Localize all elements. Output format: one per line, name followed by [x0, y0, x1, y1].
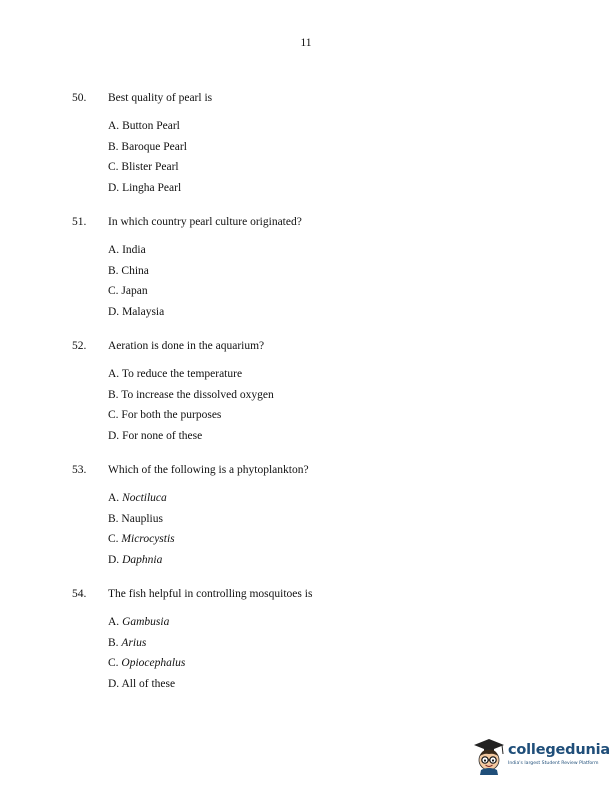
- question-51: [72, 214, 552, 318]
- option-b: [108, 387, 274, 408]
- option-text: All of these: [121, 677, 176, 690]
- option-a: [108, 366, 274, 387]
- option-c: [108, 655, 185, 676]
- option-b: [108, 263, 164, 284]
- option-a: [108, 490, 175, 511]
- option-a: [108, 614, 185, 635]
- option-b: [108, 139, 187, 160]
- option-d: [108, 180, 187, 201]
- option-text: Malaysia: [122, 305, 165, 318]
- option-letter: A.: [108, 368, 120, 380]
- option-text: Arius: [121, 636, 147, 649]
- question-header: [72, 586, 552, 602]
- option-letter: D.: [108, 181, 120, 194]
- option-text: Blister Pearl: [121, 161, 179, 174]
- page-number: 11: [300, 37, 312, 49]
- option-b: [108, 511, 175, 532]
- option-letter: A.: [108, 244, 120, 256]
- option-text: Japan: [121, 285, 148, 298]
- option-text: China: [121, 264, 149, 277]
- option-a: [108, 118, 187, 139]
- option-letter: D.: [108, 677, 120, 690]
- option-c: [108, 407, 274, 428]
- option-letter: A.: [108, 492, 120, 504]
- question-number: 51.: [72, 216, 87, 228]
- logo-tagline: India's largest Student Review Platform: [508, 761, 599, 766]
- option-text: Nauplius: [121, 512, 163, 525]
- question-53: [72, 462, 552, 566]
- option-c: [108, 283, 164, 304]
- question-52: [72, 338, 552, 442]
- option-a: [108, 242, 164, 263]
- option-letter: C.: [108, 657, 119, 670]
- question-header: [72, 90, 552, 106]
- option-letter: D.: [108, 429, 120, 442]
- option-text: For none of these: [122, 429, 203, 442]
- mascot-icon: [472, 735, 508, 777]
- option-letter: C.: [108, 161, 119, 174]
- option-letter: B.: [108, 636, 119, 649]
- option-text: Button Pearl: [122, 120, 180, 132]
- option-letter: B.: [108, 388, 119, 401]
- option-text: Noctiluca: [122, 492, 167, 504]
- question-header: [72, 214, 552, 230]
- option-d: [108, 552, 175, 573]
- question-number: 54.: [72, 588, 87, 600]
- option-d: [108, 304, 164, 325]
- option-text: Lingha Pearl: [122, 181, 182, 194]
- question-50: [72, 90, 552, 194]
- option-text: Gambusia: [122, 616, 170, 628]
- option-d: [108, 428, 274, 449]
- option-text: To reduce the temperature: [121, 368, 243, 380]
- question-number: 53.: [72, 464, 87, 476]
- option-letter: A.: [108, 120, 120, 132]
- question-header: [72, 338, 552, 354]
- option-letter: B.: [108, 264, 119, 277]
- option-text: Daphnia: [122, 553, 163, 566]
- question-text: Which of the following is a phytoplankton?: [108, 464, 309, 476]
- option-text: Baroque Pearl: [121, 140, 187, 153]
- option-list: [108, 490, 175, 572]
- option-letter: D.: [108, 553, 120, 566]
- question-number: 50.: [72, 92, 87, 104]
- option-letter: B.: [108, 512, 119, 525]
- question-text: The fish helpful in controlling mosquitoes is: [108, 588, 313, 600]
- option-letter: C.: [108, 533, 119, 546]
- option-text: For both the purposes: [121, 409, 222, 422]
- option-letter: B.: [108, 140, 119, 153]
- question-54: [72, 586, 552, 690]
- option-text: Microcystis: [121, 533, 175, 546]
- question-text: Best quality of pearl is: [108, 92, 213, 104]
- option-letter: C.: [108, 409, 119, 422]
- option-text: To increase the dissolved oxygen: [121, 388, 274, 401]
- option-c: [108, 159, 187, 180]
- option-text: Opiocephalus: [121, 657, 186, 670]
- option-list: [108, 366, 274, 448]
- option-text: India: [122, 244, 146, 256]
- option-list: [108, 614, 185, 696]
- option-letter: A.: [108, 616, 120, 628]
- option-list: [108, 242, 164, 324]
- question-header: [72, 462, 552, 478]
- question-text: Aeration is done in the aquarium?: [108, 340, 265, 352]
- question-text: In which country pearl culture originated?: [108, 216, 302, 228]
- option-list: [108, 118, 187, 200]
- option-d: [108, 676, 185, 697]
- option-b: [108, 635, 185, 656]
- question-number: 52.: [72, 340, 87, 352]
- collegedunia-logo[interactable]: [472, 735, 608, 777]
- option-letter: C.: [108, 285, 119, 298]
- option-letter: D.: [108, 305, 120, 318]
- logo-wordmark: collegedunia: [508, 742, 610, 758]
- option-c: [108, 531, 175, 552]
